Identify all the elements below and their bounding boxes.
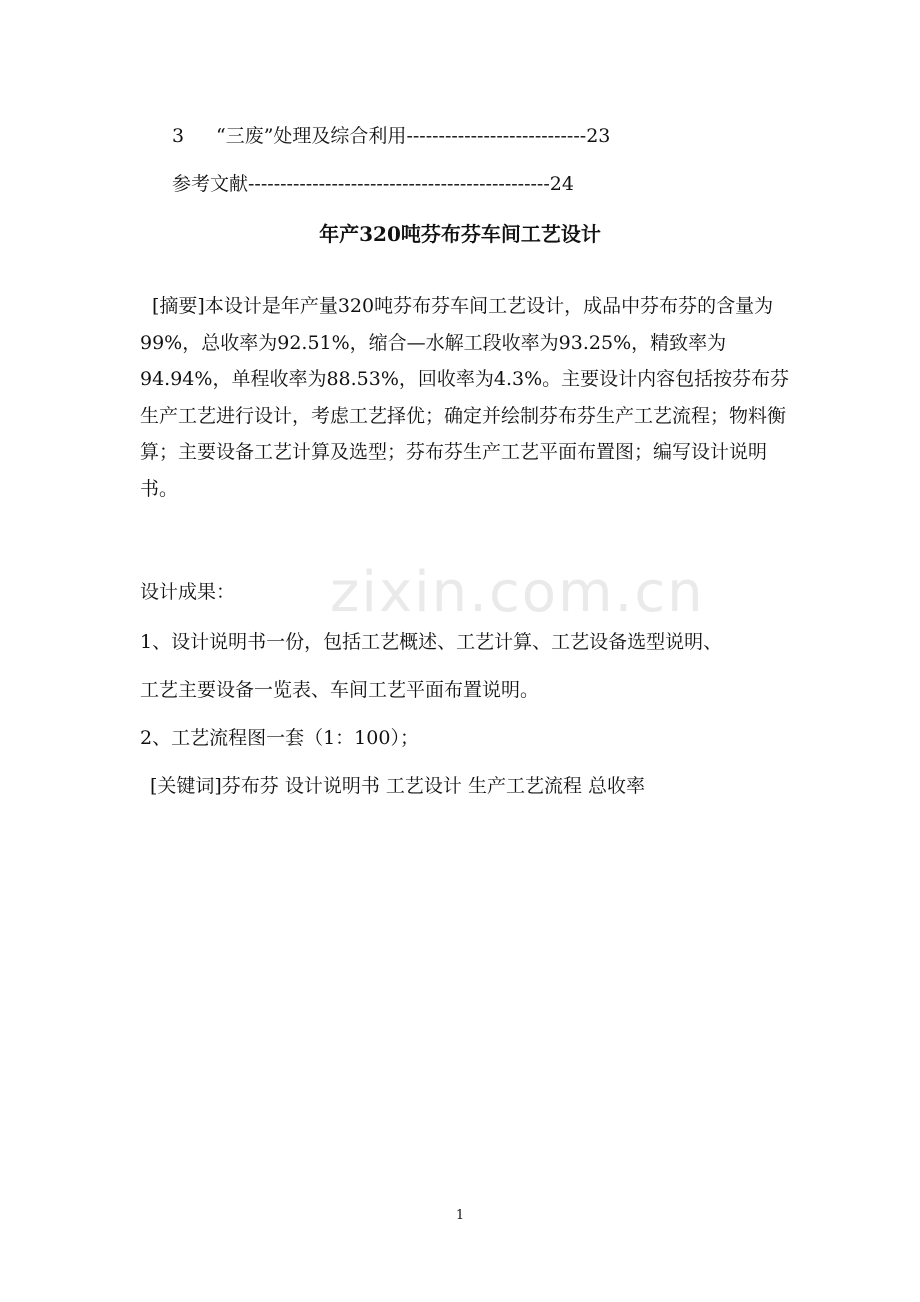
results-heading: 设计成果：	[140, 581, 236, 603]
watermark-text: zixin.com.cn	[330, 560, 705, 625]
abstract-paragraph: [摘要]本设计是年产量320吨芬布芬车间工艺设计，成品中芬布芬的含量为99%，总收率为92.51%，缩合—水解工段收率为93.25%，精致率为94.94%，单程收率为88.53%，回收率为4.3%。主要设计内容包括按芬布芬生产工艺进行设计，考虑工艺择优；确定并绘制芬布芬生产工艺流程；物料衡算；主要设备工艺计算及选型；芬布芬生产工艺平面布置图；编写设计说明书。	[140, 295, 790, 500]
results-item-2: 2、工艺流程图一套（1：100）；	[140, 727, 419, 749]
results-item-1-continued: 工艺主要设备一览表、车间工艺平面布置说明。	[140, 679, 540, 701]
toc-entry-number: 3	[172, 125, 185, 147]
results-item-1: 1、设计说明书一份，包括工艺概述、工艺计算、工艺设备选型说明、	[140, 631, 723, 653]
toc-entry-references[interactable]	[172, 172, 574, 196]
toc-entry-waste-treatment[interactable]	[172, 124, 610, 148]
page-number: 1	[455, 1208, 465, 1223]
document-title: 年产320吨芬布芬车间工艺设计	[319, 222, 601, 246]
toc-entry-title: “三废”处理及综合利用	[216, 125, 407, 147]
toc-page-number: 24	[549, 173, 574, 195]
toc-leader: -----------------------------------------------	[248, 173, 550, 195]
toc-leader: ----------------------------	[406, 125, 587, 147]
toc-entry-title: 参考文献	[172, 173, 249, 195]
keywords-line: [关键词]芬布芬 设计说明书 工艺设计 生产工艺流程 总收率	[150, 775, 645, 797]
toc-page-number: 23	[586, 125, 611, 147]
